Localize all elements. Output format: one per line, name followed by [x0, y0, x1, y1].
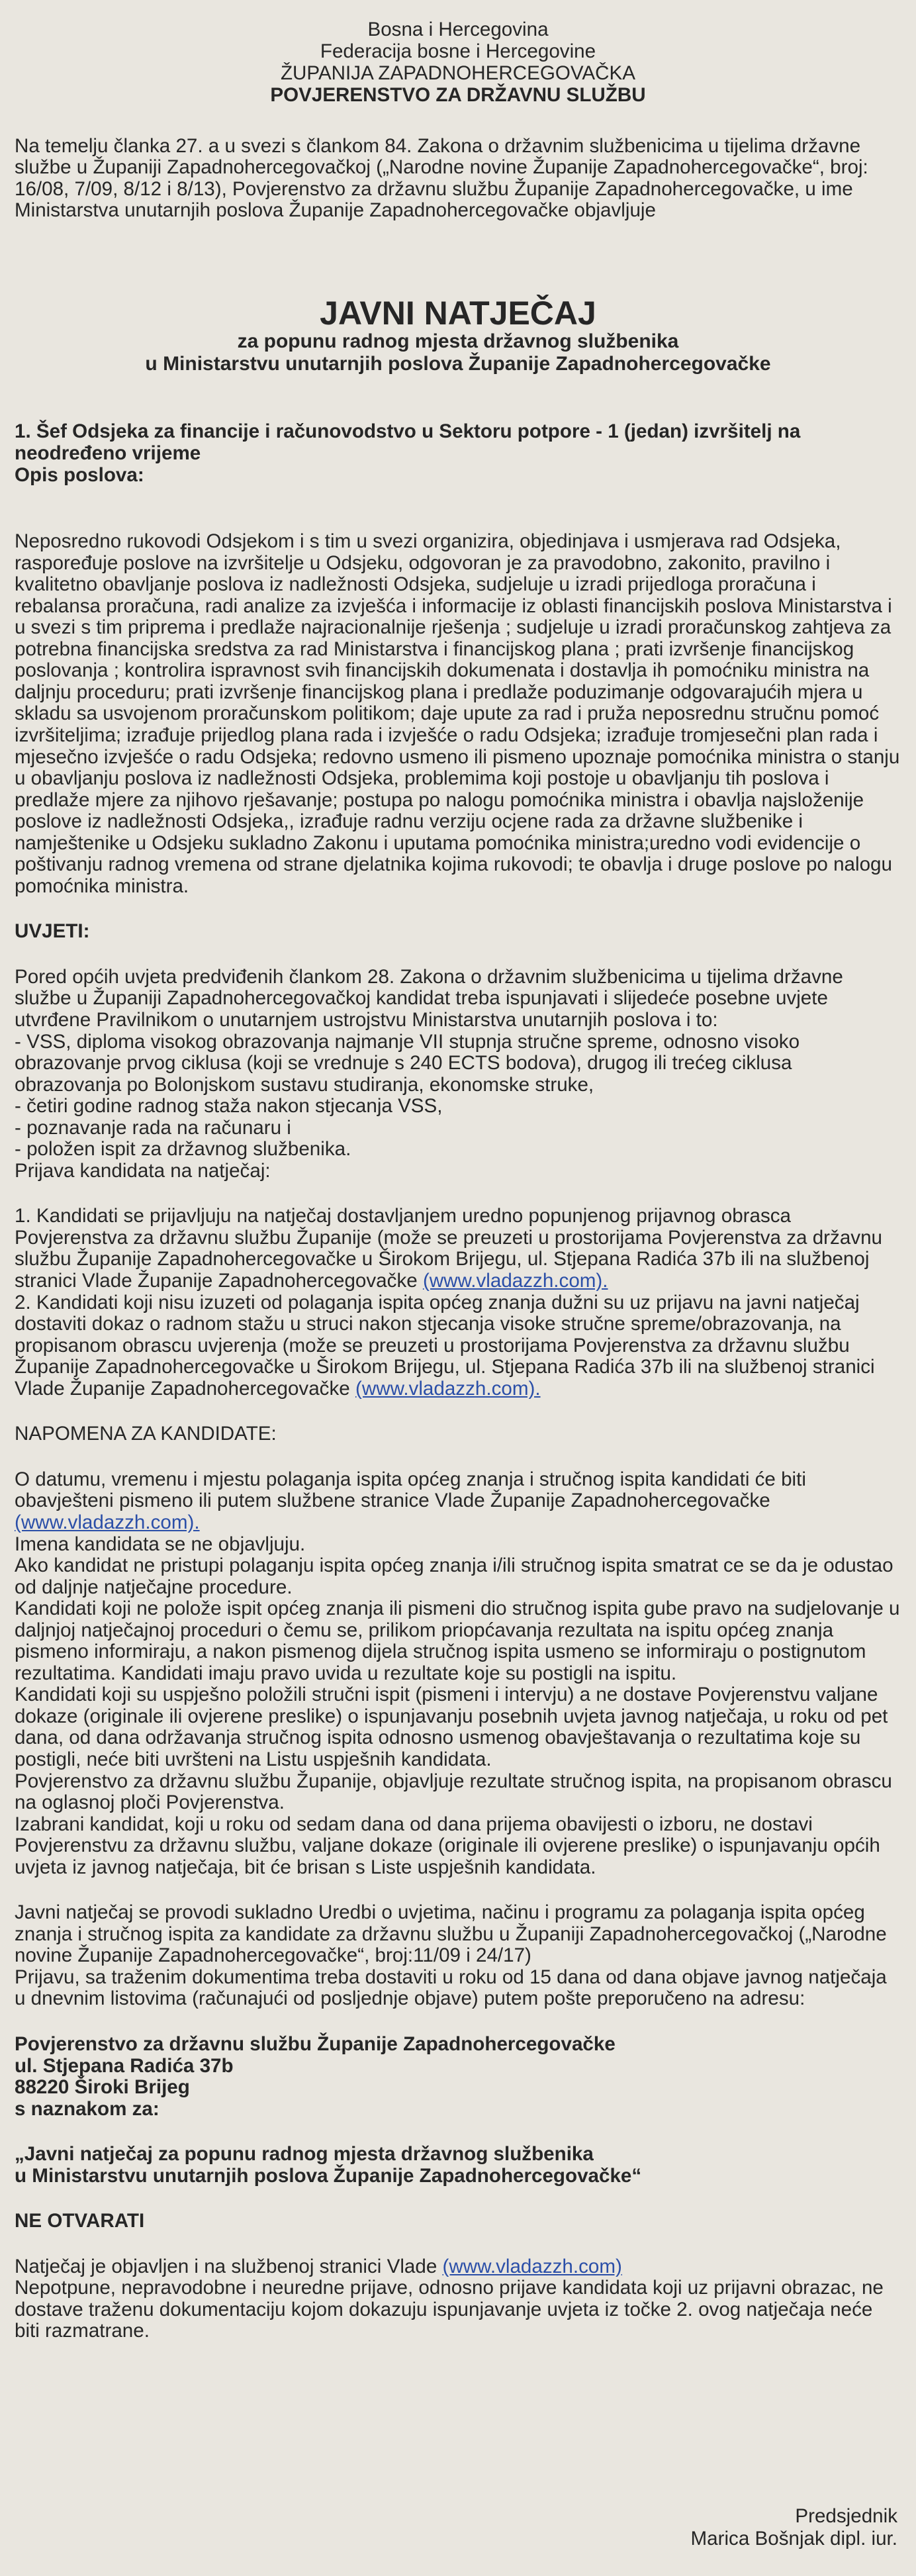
procedure-paragraph: Javni natječaj se provodi sukladno Uredbi o uvjetima, načinu i programu za polaganja ispita općeg znanja i stručnog ispita za kandidate za državnu službu u Županiji Zapadnohercegovačkoj („Narodne novine Županije Zapadnohercegovačke“, broj:11/09 i 24/17): [15, 1901, 887, 1967]
notice-title-block: [15, 296, 901, 375]
header-county: ŽUPANIJA ZAPADNOHERCEGOVAČKA: [280, 62, 636, 85]
condition-item: - VSS, diploma visokog obrazovanja najmanje VII stupnja stručne spreme, odnosno visoko obrazovanje prvog ciklusa (koji se vrednuje s 240 ECTS bodova), drugog ili trećeg ciklusa obrazovanja po Bolonjskom sustavu studiranja, ekonomske struke,: [15, 1030, 800, 1096]
note-item: Kandidati koji ne polože ispit općeg znanja ili pismeni dio stručnog ispita gube pravo na sudjelovanje u daljnjoj natječajnoj proceduri o čemu se, prilikom priopćavanja rezultata na ispitu općeg znanja pismeno informiraju, a nakon pismenog dijela stručnog ispita usmeno se informiraju o postignutom rezultatima. Kandidati imaju pravo uvida u rezultate koje su postigli na ispitu.: [15, 1598, 900, 1684]
address-line: Povjerenstvo za državnu službu Županije Zapadnohercegovačke: [15, 2032, 616, 2055]
address-line: 88220 Široki Brijeg: [15, 2076, 190, 2099]
job-description-label: Opis poslova:: [15, 463, 144, 486]
conditions-intro: Pored općih uvjeta predviđenih člankom 28. Zakona o državnim službenicima u tijelima državne službe u Županiji Zapadnohercegovačkoj kandidat treba ispunjavati i slijedeće posebne uvjete utvrđene Pravilnikom o unutarnjem ustrojstvu Ministarstva unutarnjih poslova i to:: [15, 965, 843, 1031]
notice-subtitle-1: za popunu radnog mjesta državnog službenika: [237, 330, 679, 353]
website-link[interactable]: (www.vladazzh.com).: [15, 1511, 200, 1533]
header-country: Bosna i Hercegovina: [367, 19, 549, 40]
mailing-address: [15, 2034, 901, 2120]
note-item: Izabrani kandidat, koji u roku od sedam dana od dana prijema obavijesti o izboru, ne dostavi Povjerenstvu za državnu službu, valjane dokaze (originale ili ovjerene preslike) o ispunjavanju općih uvjeta iz javnog natječaja, bit će brisan s Liste uspješnih kandidata.: [15, 1813, 880, 1878]
application-point-1-text: 1. Kandidati se prijavljuju na natječaj dostavljanjem uredno popunjenog prijavnog obrasca Povjerenstva za državnu službu Županije (može se preuzeti u prostorijama Povjerenstva za državnu službu Županije Zapadnohercegovačke u Širokom Brijegu, ul. Stjepana Radića 37b ili na službenoj stranici Vlade Županije Zapadnohercegovačke: [15, 1205, 882, 1292]
marking-line: u Ministarstvu unutarnjih poslova Županije Zapadnohercegovačke“: [15, 2164, 642, 2187]
condition-item: - četiri godine radnog staža nakon stjecanja VSS,: [15, 1095, 443, 1118]
notice-title: JAVNI NATJEČAJ: [320, 294, 596, 332]
notice-header: [15, 19, 901, 107]
application-point-2-text: 2. Kandidati koji nisu izuzeti od polaganja ispita općeg znanja dužni su uz prijavu na javni natječaj dostaviti dokaz o radnom stažu u struci nakon stjecanja visoke stručne spreme/obrazovanja, na propisanom obrascu uvjerenja (može se preuzeti u prostorijama Povjerenstva za državnu službu Županije Zapadnohercegovačke u Širokom Brijegu, ul. Stjepana Radića 37b ili na službenoj stranici Vlade Županije Zapadnohercegovačke: [15, 1291, 875, 1400]
do-not-open: NE OTVARATI: [15, 2210, 145, 2232]
condition-item: - poznavanje rada na računaru i: [15, 1116, 291, 1139]
marking-line: „Javni natječaj za popunu radnog mjesta državnog službenika: [15, 2143, 594, 2166]
application-points: [15, 1206, 901, 1400]
application-point-2: [15, 1292, 901, 1400]
note-text: O datumu, vremenu i mjestu polaganja ispita općeg znanja i stručnog ispita kandidati će biti obavješteni pismeno ili putem službene stranice Vlade Županije Zapadnohercegovačke: [15, 1468, 806, 1512]
note-item: [15, 1469, 901, 1534]
conditions-section: [15, 967, 901, 1182]
note-item: Kandidati koji su uspješno položili stručni ispit (pismeni i intervju) a ne dostave Povjerenstvu valjane dokaze (originale ili ovjerene preslike) o ispunjavanju posebnih uvjeta javnog natječaja, u roku od pet dana, od dana održavanja stručnog ispita odnosno usmenog obavještavanja o rezultatima koje su postigli, neće biti uvršteni na Listu uspješnih kandidata.: [15, 1684, 888, 1770]
published-text: Natječaj je objavljen i na službenoj stranici Vlade: [15, 2255, 437, 2277]
notice-subtitle-2: u Ministarstvu unutarnjih poslova Županije Zapadnohercegovačke: [145, 352, 771, 375]
website-link[interactable]: (www.vladazzh.com): [442, 2255, 622, 2277]
note-item: Povjerenstvo za državnu službu Županije, objavljuje rezultate stručnog ispita, na propisanom obrascu na oglasnoj ploči Povjerenstva.: [15, 1770, 892, 1814]
published-note: [15, 2256, 901, 2278]
signature-role: Predsjednik: [795, 2505, 897, 2527]
header-commission: POVJERENSTVO ZA DRŽAVNU SLUŽBU: [270, 84, 646, 107]
header-federation: Federacija bosne i Hercegovine: [320, 40, 596, 63]
note-item: Ako kandidat ne pristupi polaganju ispita općeg znanja i/ili stručnog ispita smatrat ce se da je odustao od daljnje natječajne procedure.: [15, 1554, 893, 1598]
address-line: ul. Stjepana Radića 37b: [15, 2054, 234, 2077]
notes-label: NAPOMENA ZA KANDIDATE:: [15, 1423, 277, 1445]
note-item: Imena kandidata se ne objavljuju.: [15, 1533, 306, 1555]
website-link[interactable]: (www.vladazzh.com).: [355, 1377, 541, 1400]
address-line: s naznakom za:: [15, 2097, 160, 2120]
envelope-marking: [15, 2144, 901, 2187]
signature-name: Marica Bošnjak dipl. iur.: [690, 2528, 897, 2550]
condition-item: - položen ispit za državnog službenika.: [15, 1138, 351, 1161]
application-label: Prijava kandidata na natječaj:: [15, 1159, 271, 1182]
footer-section: [15, 2256, 901, 2342]
conditions-label: UVJETI:: [15, 920, 90, 943]
procedure-section: [15, 1902, 901, 2010]
notes-section: [15, 1469, 901, 1878]
position-name: 1. Šef Odsjeka za financije i računovodstvo u Sektoru potpore - 1 (jedan) izvršitelj na neodređeno vrijeme: [15, 420, 801, 464]
job-description: Neposredno rukovodi Odsjekom i s tim u svezi organizira, objedinjava i usmjerava rad Odsjeka, raspoređuje poslove na izvršitelje u Odsjeku, odgovoran je za pravodobno, zakonito, pravilno i kvalitetno obavljanje poslova iz nadležnosti Odsjeka, sudjeluje u izradi prijedloga proračuna i rebalansa proračuna, radi analize za izvješća i informacije iz oblasti financijskih poslova Ministarstva i u svezi s tim priprema i predlaže najracionalnije rješenja ; sudjeluje u izradi proračunskog zahtjeva za potrebna financijska sredstva za rad Ministarstva i financijskog plana ; prati izvršenje financijskog poslovanja ; kontrolira ispravnost svih financijskih dokumenata i dostavlja ih pomoćniku ministra na daljnju proceduru; prati izvršenje financijskog plana i predlaže poduzimanje odgovarajućih mjera u skladu sa usvojenom proračunskom politikom; daje upute za rad i pruža neposrednu stručnu pomoć izvršiteljima; izrađuje prijedlog plana rada i izvješće o radu Odsjeka; izrađuje tromjesečni plan rada i mjesečno izvješće o radu Odsjeka; redovno usmeno ili pismeno upoznaje pomoćnika ministra o stanju u obavljanju poslova iz nadležnosti Odsjeka, problemima koji postoje u obavljanju tih poslova i predlaže mjere za njihovo rješavanje; postupa po nalogu pomoćnika ministra i obavlja najsloženije poslove iz nadležnosti Odsjeka,, izrađuje radnu verziju ocjene rada za državne službenike i namještenike u Odsjeku sukladno Zakonu i uputama pomoćnika ministra;uredno vodi evidencije o poštivanju radnog vremena od strane djelatnika kojima rukovodi; te obavlja i druge poslove po nalogu pomoćnika ministra.: [15, 530, 900, 897]
intro-paragraph: Na temelju članka 27. a u svezi s člankom 84. Zakona o državnim službenicima u tijelima državne službe u Županiji Zapadnohercegovačkoj („Narodne novine Županije Zapadnohercegovačke“, broj: 16/08, 7/09, 8/12 i 8/13), Povjerenstvo za državnu službu Županije Zapadnohercegovačke, u ime Ministarstva unutarnjih poslova Županije Zapadnohercegovačke objavljuje: [15, 134, 868, 222]
application-point-1: [15, 1206, 901, 1292]
incomplete-note: Nepotpune, nepravodobne i neuredne prijave, odnosno prijave kandidata koji uz prijavni obrazac, ne dostave traženu dokumentaciju kojom dokazuju ispunjavanje uvjeta iz točke 2. ovog natječaja neće biti razmatrane.: [15, 2277, 884, 2342]
position-title: [15, 421, 901, 486]
signature-block: [690, 2505, 897, 2550]
website-link[interactable]: (www.vladazzh.com).: [422, 1270, 608, 1292]
submission-paragraph: Prijavu, sa traženim dokumentima treba dostaviti u roku od 15 dana od dana objave javnog natječaja u dnevnim listovima (računajući od posljednje objave) putem pošte preporučeno na adresu:: [15, 1966, 887, 2010]
